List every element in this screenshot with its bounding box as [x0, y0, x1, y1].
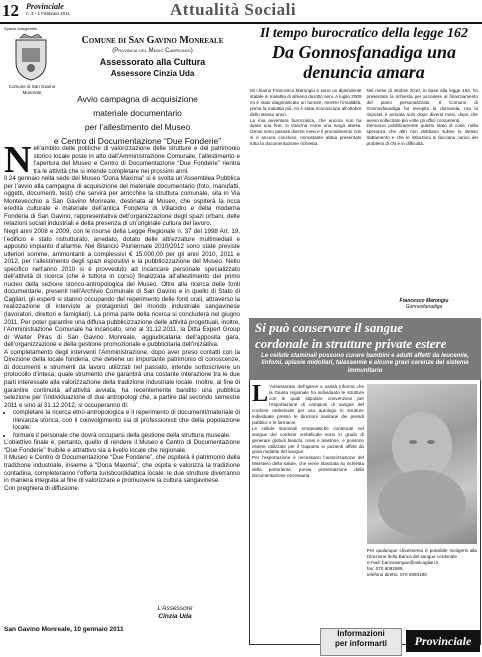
signature-block — [110, 605, 240, 621]
crest-caption: Comune di San Gavino Monreale — [8, 84, 56, 95]
headline-line: per l’allestimento del Museo — [84, 122, 191, 132]
paragraph: La mia avventura burocratica, che ancora non ha avuto una fine, si trascina come una lunga attesa. Ormai sono passati diversi mesi e il procedimento non si è ancora concluso, nonostante abbia presentato tutta la documentazione richiesta. — [250, 117, 362, 147]
baby-image-icon — [367, 384, 477, 544]
page-number: 12 — [2, 1, 19, 20]
list-item: • completare la ricerca etno-antropologica e il reperimento di documenti/materiale di rilevanza storica, con il coinvolgimento sia di professionisti che della popolazione locale; — [13, 409, 240, 432]
signature-name: Francesco Marongiu — [399, 298, 449, 304]
right-signature — [370, 298, 478, 310]
headline-line: Avvio campagna di acquisizione — [77, 94, 198, 104]
list-item: • formare il personale che dovrà occuparsi della gestione della struttura museale. — [13, 432, 240, 440]
box-column-2 — [367, 548, 477, 578]
right-title-line1: Il tempo burocratico della legge 162 — [259, 26, 469, 41]
contact-phone: telefono diretto: 070 6093198 — [367, 571, 427, 577]
header-logo: Provinciale — [26, 2, 64, 11]
left-article-body — [4, 139, 240, 492]
paragraph: Per qualunque chiarimento è possibile rivolgersi alla Direzione della Banca del sangue cordonale. — [367, 548, 477, 559]
paragraph: Mi chiamo Francesco Marongiu e sono un dipendente statale in malattia di almeno diciotto anni. A luglio 2009 mi è stato diagnosticato un tumore, mentre l’invalidità, prima la malattia più, mi è stata riconosciuta all’ottobre dello stesso anno. — [250, 88, 362, 117]
contact-email: e-mail: bancasangue@aslcagliari.it — [367, 559, 439, 565]
place-date: San Gavino Monreale, 10 gennaio 2011 — [4, 626, 124, 633]
info-sublabel: per informarti — [334, 639, 387, 648]
provincia-label: (Provincia del Medio Campidano) — [112, 48, 193, 54]
box-column-1 — [252, 381, 364, 479]
assessore-name: Assessore Cinzia Uda — [110, 69, 195, 78]
bullet-list — [4, 409, 240, 439]
signature-place: Gonnosfanadiga — [405, 304, 443, 310]
paragraph: Il Museo e Centro di Documentazione “Due Fonderie”, che ospiterà il patrimonio della tradizione industriale, insieme a “Dona Maxima”, che ospita e valorizza la tradizione contadina, completeranno l’offerta turistico/didattica locale: le due strutture diverranno in maniera integrata al fine di valorizzare e promuovere la cultura sangavinese. — [4, 454, 240, 485]
drop-cap: N — [4, 139, 32, 181]
paragraph: Il 24 gennaio nella sede del Museo “Dona Maxima” si è svolta un’Assemblea Pubblica per l’avvio alla campagna di acquisizione del materiale documentario (foto, manufatti, oggetti, documenti, testi) che servirà per arricchire la struttura comunale, sita in Via Montevecchio a San Gavino Monreale, destinata al Museo, che ospiterà la ricca eredità culturale e materiale dell’antica Fonderia di Villacidro e della moderna Fonderia di San Gavino, rappresentativa dell’organizzazione degli spazi urbani, delle relazioni sociali industriali e della presenza di un’originale cultura del lavoro. — [4, 175, 240, 228]
spazio-label: Spazio autogestito — [4, 26, 37, 31]
headline-line: materiale documentario — [93, 108, 182, 118]
municipal-crest-icon — [10, 34, 52, 82]
box-title-line2: cordonale in strutture private estere — [255, 336, 447, 351]
provinciale-logo: Provinciale — [406, 630, 480, 652]
paragraph: Con preghiera di diffusione. — [4, 484, 80, 492]
paragraph: Negli anni 2008 e 2009, con le risorse della Legge Regionale n. 37 del 1998 Art. 19, l’edificio è stato ristrutturato, arredato, dotato delle attrezzature multimediali e apposito impianto d’allarme. Nel Bilancio Pluriennale 2010/2012 sono state previste ulteriori somme, ammontanti a complessivi € 15.000,00 per gli anni 2010, 2011 e 2012, per l’allestimento degli spazi espositivi e la pubblicizzazione del Museo. Nello specifico nell’anno 2010 si è provveduto ad incaricare personale specializzato dell’attività di ricerca (che è tuttora in corso) finalizzata all’allestimento del primo nucleo della sezione storico-antropologica del Museo. Oltre alla ricerca delle fonti documentarie, presenti nell’Archivio Comunale di San Gavino e in quello di Stato di Cagliari, gli esperti si stanno occupando del reperimento delle fonti orali, attraverso la realizzazione di interviste ai protagonisti del mondo industriale sangavinese (lavoratori, direttori e famigliari). La prima parte della ricerca si concluderà nel giugno 2011. Per poter garantire una diffusa pubblicizzazione delle attività progettuali, inoltre, l’Amministrazione Comunale ha incaricato, sino al 31.12.2011, la Ditta Expert Group di Walter Piras di San Gavino Monreale, aggiudicataria dell’apposita gara, dell’organizzazione e della gestione promozionale e pubblicitaria dell’iniziativa. — [4, 228, 240, 349]
section-title: Attualità Sociali — [170, 0, 297, 19]
right-title-line2: Da Gonnosfanadiga una denuncia amara — [271, 42, 457, 82]
signature-title: L’Assessore — [157, 605, 193, 612]
info-label: Informazioni — [337, 629, 385, 638]
box-subtitle: Le cellule staminali possono curare bambini e adulti affetti da leucemie, linfomi, aplasie midollari, talassemie e alcune gravi carenze del sistema immunitario — [261, 352, 469, 374]
assessorato-label: Assessorato alla Cultura — [99, 57, 206, 67]
headline-line: e Centro di Documentazione “Due Fonderie” — [53, 136, 222, 146]
drop-cap: L — [252, 381, 269, 407]
issue-info: n. 3 - 1 Febbraio 2011 — [26, 11, 70, 16]
paragraph: Denuncio pubblicamente questo stato di cose, nella speranza che altri non debbano subire lo stesso trattamento e che le istituzioni si facciano carico dei problemi di chi è in difficoltà. — [366, 123, 478, 147]
newborn-photo — [367, 384, 477, 544]
comune-title: Comune di San Gavino Monreale — [81, 35, 224, 46]
paragraph: Nell’ambito delle politiche di valorizzazione delle strutture e del patrimonio storico locale poste in atto dall’Amministrazione Comunale, l’allestimento e l’apertura del Museo e Centro di Documentazione “Due Fonderie” rientra tra le attività che si intende completare nei prossimi anni. — [4, 139, 240, 181]
info-box — [320, 628, 402, 656]
signature-name: Cinzia Uda — [158, 613, 192, 620]
contact-fax: fax: 070 6092986 — [367, 565, 403, 571]
paragraph: Per l’esportazione è necessario l’autorizzazione del Ministero della salute, che viene rilasciata su richiesta della partoriente, previa presentazione della documentazione necessaria. — [252, 455, 364, 479]
article-headline — [40, 92, 235, 148]
right-article-body — [250, 88, 478, 296]
paragraph: Le cellule staminali emopoietiche contenute nel sangue del cordone ombelicale sono in grado di generare globuli bianchi, rossi e piastrine, e possono essere utilizzate per il trapianto in pazienti affetti da gravi malattie del sangue. — [252, 425, 364, 455]
paragraph: A completamento degli interventi l’Amministrazione, dopo aver preso contatti con la Direzione della locale fonderia, che detiene un importante patrimonio di conoscenze, di documenti e strumenti da lavoro utilizzati nel passato, intende sottoscrivere un protocollo d’intesa, quale strumento che garantirà una costante interazione tra le due parti interessate alla valorizzazione della tradizione industriale locale. Inoltre, al fine di garantire continuità all’attività avviata, ha recentemente bandito una pubblica selezione per l’individuazione di due antropologi che, a partire dal secondo semestre 2011 e sino al 31.12.2012, si occuperanno di: — [4, 348, 240, 409]
paragraph: Nel mese di ottobre 2010, in base alla legge 162, ho presentato la richiesta per accedere al finanziamento del piano personalizzato. Il Comune di Gonnosfanadiga ha recepito la domanda, ma la risposta è arrivata solo dopo diversi mesi, dopo che avevo sollecitato più volte gli uffici competenti. — [366, 88, 478, 123]
box-title-line1: Si può conservare il sangue — [255, 320, 404, 335]
paragraph: L ’Assessorato dell’Igiene e sanità informa che la Giunta regionale ha individuato le strutture con le quali stipulare convenzioni per l’esportazione di campioni di sangue del cordone ombelicale per uso autologo in strutture individuate presso le direzioni sanitarie dei presidi pubblici e le farmacie. — [252, 381, 364, 425]
paragraph: L’obiettivo finale è, pertanto, quello di rendere il Museo e Centro di Documentazione “Due Fonderie” fruibile e attrattivo sia a livello locale che regionale. — [4, 439, 240, 454]
